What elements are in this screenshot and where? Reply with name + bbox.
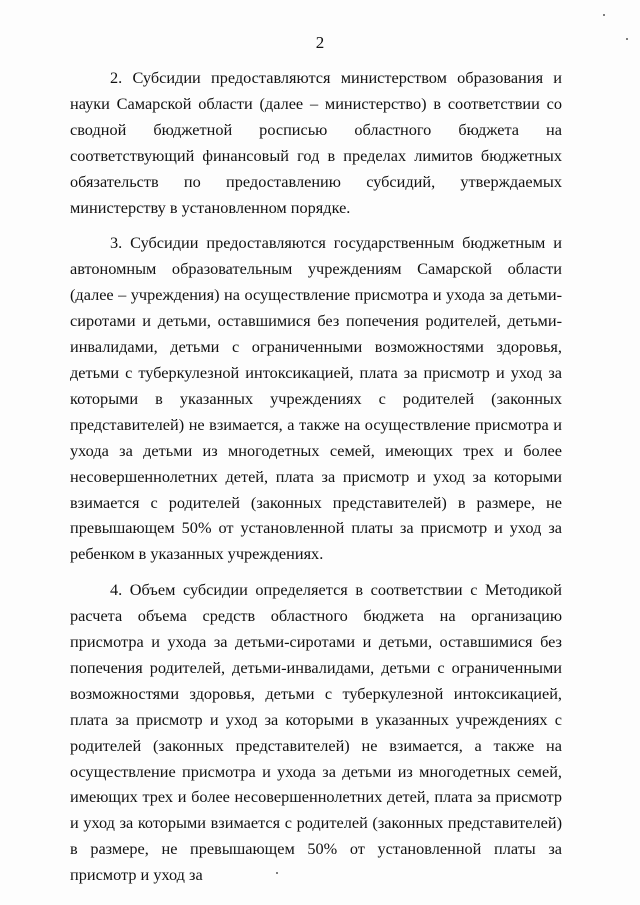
page-number: 2 <box>315 33 325 52</box>
scan-speck <box>603 14 605 16</box>
paragraph-3: 3. Субсидии предоставляются государственным бюджетным и автономным образовательным учреждениям Самарской области (далее – учреждения) на осуществление присмотра и ухода за детьми-сиротами и детьми, оставшимися без попечения родителей, детьми-инвалидами, детьми с ограниченными возможностями здоровья, детьми с туберкулезной интоксикацией, плата за присмотр и уход за которыми в указанных учреждениях с родителей (законных представителей) не взимается, а также на осуществление присмотра и ухода за детьми из многодетных семей, имеющих трех и более несовершеннолетних детей, плата за присмотр и уход за которыми взимается с родителей (законных представителей) в размере, не превышающем 50% от установленной платы за присмотр и уход за ребенком в указанных учреждениях. <box>70 233 562 564</box>
scan-speck <box>626 38 628 40</box>
paragraph-2: 2. Субсидии предоставляются министерством образования и науки Самарской области (далее – министерство) в соответствии со сводной бюджетной росписью областного бюджета на соответствующий финансовый год в пределах лимитов бюджетных обязательств по предоставлению субсидий, утверждаемых министерству в установленном порядке. <box>70 68 562 217</box>
scan-speck <box>276 872 278 874</box>
document-body <box>70 65 562 898</box>
paragraph-4: 4. Объем субсидии определяется в соответствии с Методикой расчета объема средств областного бюджета на организацию присмотра и ухода за детьми-сиротами и детьми, оставшимися без попечения родителей, детьми-инвалидами, детьми с ограниченными возможностями здоровья, детьми с туберкулезной интоксикацией, плата за присмотр и уход за которыми в указанных учреждениях с родителей (законных представителей) не взимается, а также на осуществление присмотра и ухода за детьми из многодетных семей, имеющих трех и более несовершеннолетних детей, плата за присмотр и уход за которыми взимается с родителей (законных представителей) в размере, не превышающем 50% от установленной платы за присмотр и уход за <box>70 580 562 885</box>
